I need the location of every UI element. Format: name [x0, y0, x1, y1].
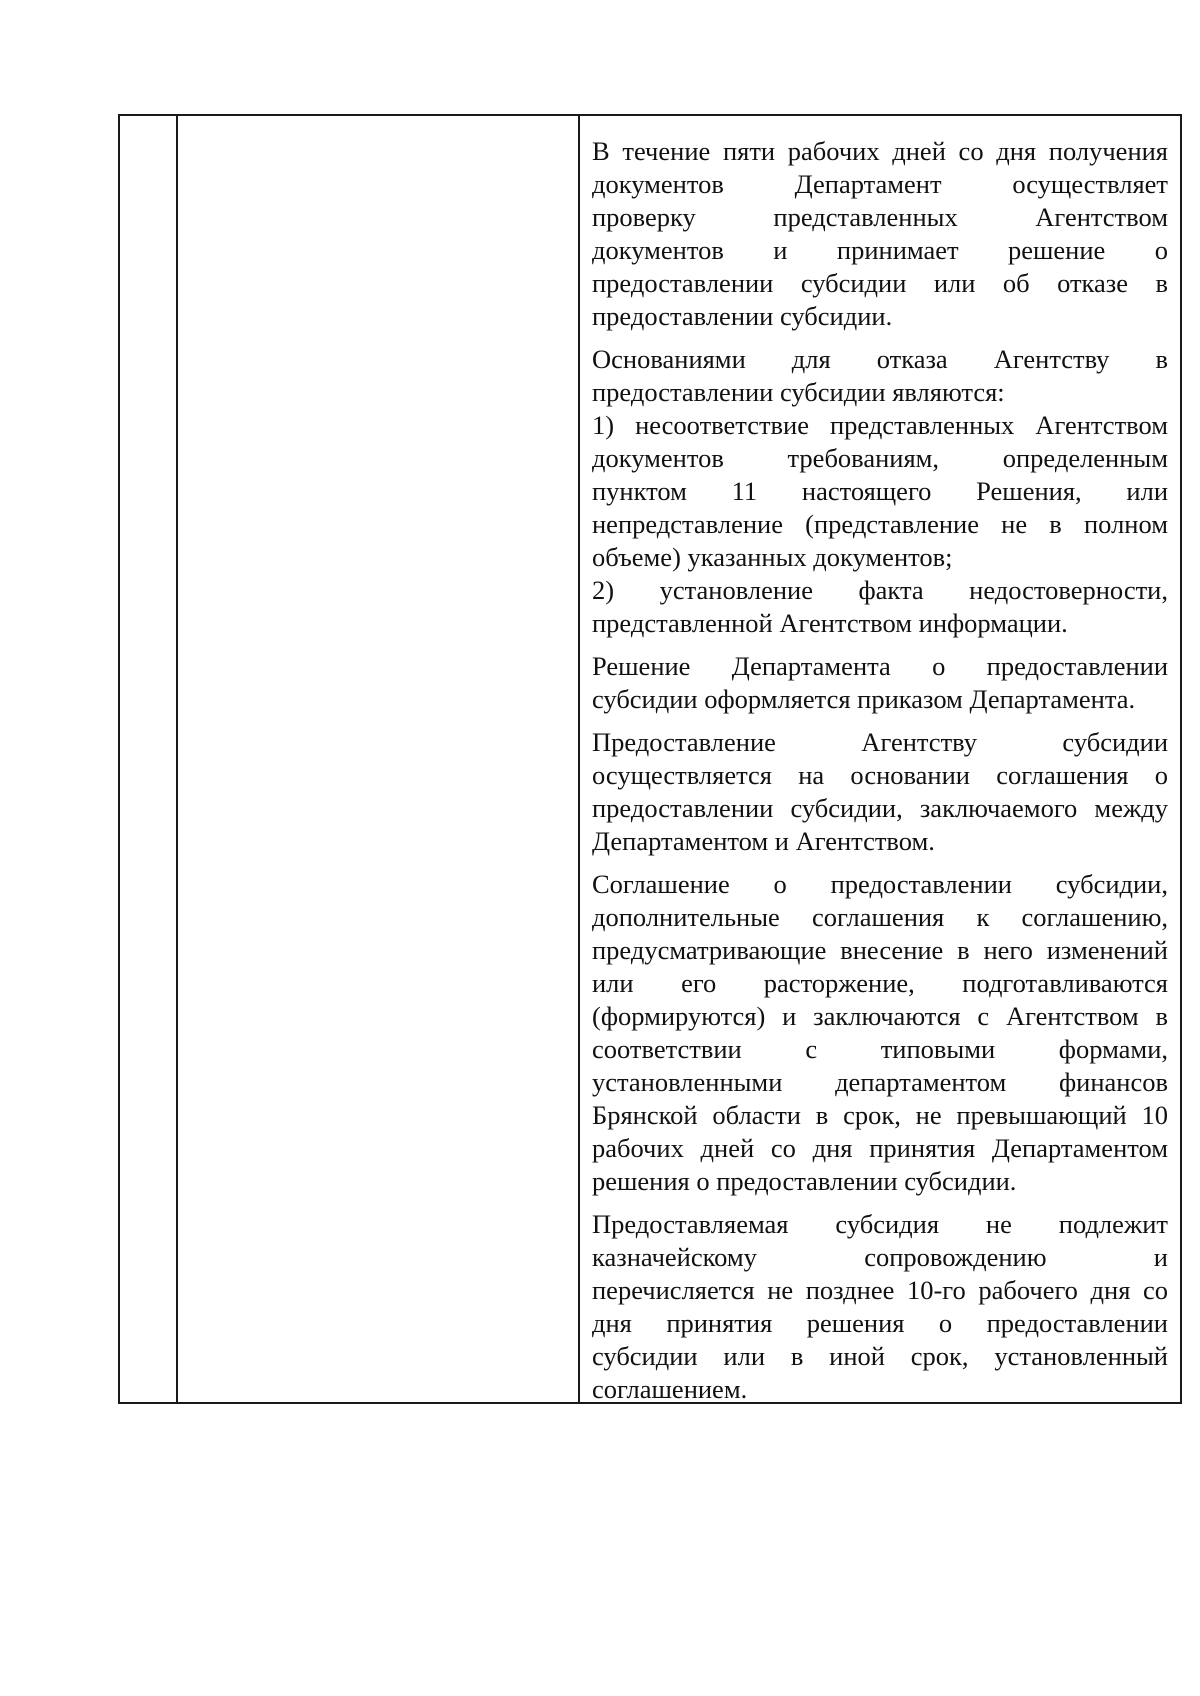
- text-line: Брянской области в срок, не превышающий 10: [592, 1100, 1168, 1130]
- text-line: (формируются) и заключаются с Агентством в: [592, 1001, 1168, 1031]
- text-line: представленной Агентством информации.: [592, 608, 1068, 638]
- text-line: предусматривающие внесение в него изменений: [592, 935, 1168, 965]
- text-line: предоставлении субсидии или об отказе в: [592, 268, 1168, 298]
- text-line: Предоставление Агентству субсидии: [592, 727, 1168, 757]
- text-line: предоставлении субсидии являются:: [592, 377, 1005, 407]
- text-line: Решение Департамента о предоставлении: [592, 651, 1168, 681]
- text-line: казначейскому сопровождению и: [592, 1242, 1168, 1272]
- text-line: Основаниями для отказа Агентству в: [592, 344, 1168, 374]
- text-line: Предоставляемая субсидия не подлежит: [592, 1209, 1168, 1239]
- text-line: 2) установление факта недостоверности,: [592, 575, 1168, 605]
- number-column-cell: [120, 116, 178, 1402]
- text-line: установленными департаментом финансов: [592, 1067, 1168, 1097]
- text-line: дня принятия решения о предоставлении: [592, 1308, 1168, 1338]
- text-line: непредставление (представление не в полном: [592, 509, 1168, 539]
- text-line: субсидии оформляется приказом Департамента.: [592, 684, 1136, 714]
- text-line: осуществляется на основании соглашения о: [592, 760, 1168, 790]
- name-column-cell: [178, 116, 580, 1402]
- text-line: предоставлении субсидии.: [592, 301, 893, 331]
- text-line: предоставлении субсидии, заключаемого между: [592, 793, 1168, 823]
- document-table: [118, 114, 1182, 1404]
- text-line: субсидии или в иной срок, установленный: [592, 1341, 1168, 1371]
- paragraph-refusal-grounds: [592, 343, 1168, 640]
- text-line: документов требованиям, определенным: [592, 443, 1168, 473]
- text-line: Соглашение о предоставлении субсидии,: [592, 869, 1168, 899]
- text-line: объеме) указанных документов;: [592, 542, 953, 572]
- text-line: проверку представленных Агентством: [592, 202, 1168, 232]
- text-line: решения о предоставлении субсидии.: [592, 1166, 1017, 1196]
- text-line: пунктом 11 настоящего Решения, или: [592, 476, 1168, 506]
- text-line: дополнительные соглашения к соглашению,: [592, 902, 1168, 932]
- paragraph-agreement-basis: [592, 726, 1168, 858]
- text-line: перечисляется не позднее 10-го рабочего дня со: [592, 1275, 1168, 1305]
- text-line: или его расторжение, подготавливаются: [592, 968, 1168, 998]
- text-line: соглашением.: [592, 1374, 748, 1404]
- text-line: 1) несоответствие представленных Агентством: [592, 410, 1168, 440]
- text-line: документов и принимает решение о: [592, 235, 1168, 265]
- text-line: соответствии с типовыми формами,: [592, 1034, 1168, 1064]
- description-column-cell: [580, 116, 1180, 1402]
- text-line: В течение пяти рабочих дней со дня получения: [592, 136, 1168, 166]
- text-line: рабочих дней со дня принятия Департаментом: [592, 1133, 1168, 1163]
- paragraph-agreement-terms: [592, 868, 1168, 1198]
- text-line: Департаментом и Агентством.: [592, 826, 935, 856]
- paragraph-decision-order: [592, 650, 1168, 716]
- paragraph-transfer-terms: [592, 1208, 1168, 1406]
- text-line: документов Департамент осуществляет: [592, 169, 1168, 199]
- paragraph-review-period: [592, 135, 1168, 333]
